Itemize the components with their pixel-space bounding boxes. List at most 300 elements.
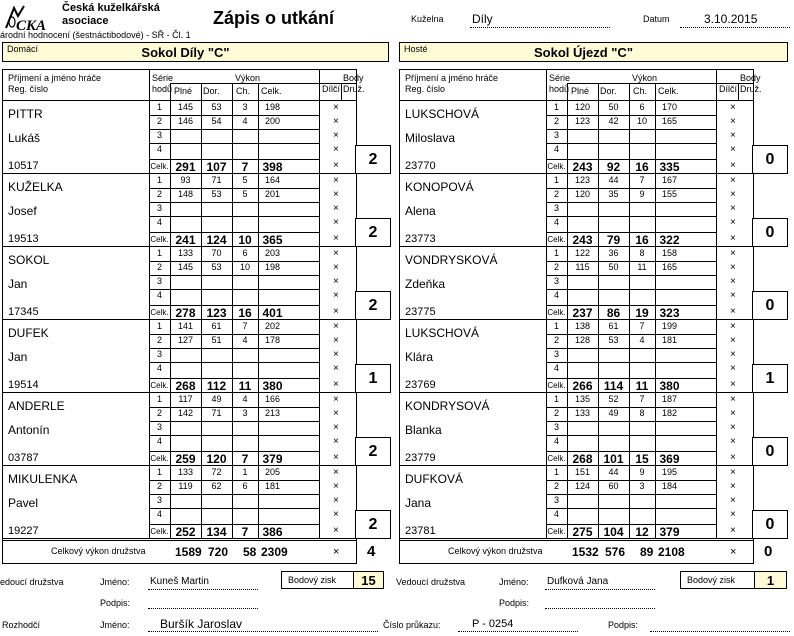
series-row <box>149 217 319 232</box>
guest-sum-label: Celkový výkon družstva <box>448 546 543 556</box>
series-cell: 4 <box>553 363 559 373</box>
series-row <box>149 408 319 422</box>
col-ch-label: Ch. <box>236 86 251 96</box>
series-row <box>149 394 319 408</box>
total-cell: 268 <box>572 452 593 466</box>
total-cell: 398 <box>262 160 283 174</box>
date-value: 3.10.2015 <box>704 12 758 26</box>
total-cell: 10 <box>238 233 252 247</box>
column-header <box>400 70 762 101</box>
date-label: Datum <box>643 14 670 24</box>
player-block <box>3 247 378 320</box>
guest-team-name: Sokol Újezd "C" <box>533 44 633 60</box>
player-firstname: Jana <box>405 496 432 510</box>
series-row <box>546 408 716 422</box>
series-cell: 199 <box>661 321 678 331</box>
series-cell: 122 <box>574 248 591 258</box>
total-cell: 323 <box>659 306 680 320</box>
series-cell: 2 <box>553 408 559 418</box>
dilci-mark: × <box>730 248 736 259</box>
col-series-label: Série <box>152 73 174 83</box>
series-cell: 93 <box>180 175 191 185</box>
series-row <box>149 481 319 495</box>
series-cell: 61 <box>608 321 619 331</box>
series-cell: 195 <box>661 467 678 477</box>
series-row <box>149 290 319 305</box>
total-cell: 243 <box>572 233 593 247</box>
player-reg-number: 19513 <box>8 233 39 245</box>
league-rule: árodní hodnocení (šestnáctibodové) - SŘ - Čl. 1 <box>0 30 191 40</box>
player-total-row <box>149 305 319 320</box>
dilci-mark: × <box>730 394 736 405</box>
player-firstname: Josef <box>8 204 37 218</box>
player-block <box>3 320 378 393</box>
player-block <box>3 393 378 466</box>
series-row <box>546 217 716 232</box>
dilci-mark: × <box>730 495 736 506</box>
dilci-mark: × <box>333 422 339 433</box>
col-reg-label: Reg. číslo <box>8 84 49 94</box>
player-total-row <box>149 451 319 466</box>
series-cell: 4 <box>553 144 559 154</box>
total-cell: 266 <box>572 379 593 393</box>
series-cell: 4 <box>553 217 559 227</box>
series-cell: 10 <box>636 116 647 126</box>
guest-sign-label: Podpis: <box>499 598 530 608</box>
player-firstname: Zdeňka <box>405 277 446 291</box>
player-reg-number: 23770 <box>405 160 436 172</box>
dilci-mark: × <box>730 217 736 228</box>
player-reg-number: 23773 <box>405 233 436 245</box>
series-row <box>546 509 716 524</box>
series-cell: 61 <box>211 321 222 331</box>
player-firstname: Alena <box>405 204 436 218</box>
total-cell: 16 <box>635 160 649 174</box>
home-points-label: Bodový zisk <box>288 575 337 585</box>
series-cell: 7 <box>639 321 645 331</box>
series-cell: 148 <box>177 189 194 199</box>
series-row <box>546 262 716 276</box>
col-reg-label: Reg. číslo <box>405 84 446 94</box>
series-cell: 3 <box>553 276 559 286</box>
total-cell: 11 <box>238 379 252 393</box>
series-cell: 1 <box>242 467 248 477</box>
referee-label: Rozhodčí <box>2 620 41 630</box>
guest-leader-name: Dufková Jana <box>547 576 609 587</box>
player-reg-number: 17345 <box>8 306 39 318</box>
series-cell: 4 <box>156 144 162 154</box>
series-cell: 62 <box>211 481 222 491</box>
player-firstname: Miloslava <box>405 131 456 145</box>
series-row <box>546 467 716 481</box>
dilci-mark: × <box>333 144 339 155</box>
series-cell: 3 <box>156 349 162 359</box>
dilci-mark: × <box>730 276 736 287</box>
series-cell: 4 <box>553 509 559 519</box>
player-block <box>3 174 378 247</box>
series-cell: 120 <box>574 189 591 199</box>
total-cell: 379 <box>262 452 283 466</box>
player-total-row <box>546 451 716 466</box>
series-cell: 60 <box>608 481 619 491</box>
player-firstname: Jan <box>8 277 28 291</box>
dilci-mark: × <box>730 436 736 447</box>
series-cell: 123 <box>574 116 591 126</box>
series-cell: 2 <box>156 481 162 491</box>
dilci-mark: × <box>333 394 339 405</box>
series-row <box>149 248 319 262</box>
series-cell: 9 <box>639 189 645 199</box>
player-team-points: 0 <box>752 437 788 466</box>
col-celk-label: Celk. <box>658 86 679 96</box>
total-cell: 268 <box>175 379 196 393</box>
org-name-line1: Česká kuželkářská <box>62 2 160 14</box>
series-cell: 117 <box>178 394 193 404</box>
dilci-mark: × <box>730 189 736 200</box>
col-druz-label: Druž. <box>343 84 365 94</box>
series-cell: 11 <box>637 262 647 272</box>
series-cell: 1 <box>553 394 559 404</box>
series-row <box>546 248 716 262</box>
col-dilci-label: Dílčí <box>719 84 737 94</box>
player-firstname: Blanka <box>405 423 442 437</box>
series-row <box>546 436 716 451</box>
series-cell: 181 <box>264 481 281 491</box>
total-dilci-mark: × <box>730 452 736 463</box>
series-cell: 3 <box>242 408 248 418</box>
series-cell: 133 <box>574 408 591 418</box>
series-row <box>546 130 716 144</box>
series-row <box>546 290 716 305</box>
total-dilci-mark: × <box>730 306 736 317</box>
total-cell: 124 <box>206 233 227 247</box>
col-ch-label: Ch. <box>633 86 648 96</box>
series-cell: 145 <box>177 102 194 112</box>
col-body-label: Body <box>740 73 761 83</box>
player-team-points: 2 <box>355 145 391 174</box>
venue-value: Díly <box>472 12 493 26</box>
col-body-label: Body <box>343 73 364 83</box>
series-row <box>149 363 319 378</box>
series-cell: 127 <box>177 335 194 345</box>
dilci-mark: × <box>333 175 339 186</box>
series-cell: 8 <box>639 248 645 258</box>
col-dilci-label: Dílčí <box>322 84 340 94</box>
dilci-mark: × <box>730 467 736 478</box>
total-cell: 12 <box>635 525 649 539</box>
player-firstname: Jan <box>8 350 28 364</box>
col-druz-label: Druž. <box>740 84 762 94</box>
series-row <box>546 175 716 189</box>
series-cell: 165 <box>661 262 678 272</box>
series-cell: 4 <box>156 290 162 300</box>
series-cell: 135 <box>574 394 591 404</box>
total-cell: 322 <box>659 233 680 247</box>
player-surname: VONDRYSKOVÁ <box>405 253 498 267</box>
series-cell: 133 <box>177 248 194 258</box>
total-cell: 15 <box>635 452 649 466</box>
dilci-mark: × <box>333 189 339 200</box>
player-reg-number: 23769 <box>405 379 436 391</box>
total-dilci-mark: × <box>730 525 736 536</box>
series-cell: 158 <box>661 248 678 258</box>
series-cell: 7 <box>242 321 248 331</box>
series-cell: 166 <box>264 394 281 404</box>
series-cell: 4 <box>156 363 162 373</box>
guest-team-bar <box>399 42 788 62</box>
home-sum-ch: 58 <box>243 545 257 559</box>
referee-name-label: Jméno: <box>100 620 130 630</box>
series-cell: 1 <box>156 321 162 331</box>
total-cell: 92 <box>606 160 621 174</box>
series-cell: 3 <box>156 130 162 140</box>
total-cell: 123 <box>206 306 227 320</box>
player-team-points: 1 <box>355 364 391 393</box>
series-cell: 50 <box>608 102 619 112</box>
series-cell: 205 <box>264 467 281 477</box>
series-cell: 1 <box>553 248 559 258</box>
total-cell: 259 <box>175 452 196 466</box>
dilci-mark: × <box>333 116 339 127</box>
guest-label: Hosté <box>404 44 428 54</box>
dilci-mark: × <box>730 481 736 492</box>
series-cell: 1 <box>553 102 559 112</box>
logo-icon <box>2 2 60 32</box>
series-cell: 1 <box>553 321 559 331</box>
player-block <box>400 174 775 247</box>
home-team-bar <box>2 42 389 62</box>
player-firstname: Pavel <box>8 496 39 510</box>
series-cell: 200 <box>264 116 281 126</box>
player-total-row <box>149 159 319 174</box>
player-surname: MIKULENKA <box>8 472 78 486</box>
dilci-mark: × <box>333 130 339 141</box>
player-surname: KUŽELKA <box>8 180 63 194</box>
series-cell: 133 <box>177 467 194 477</box>
home-sum-dor: 720 <box>208 545 229 559</box>
total-cell: 243 <box>572 160 593 174</box>
total-cell: 7 <box>241 452 249 466</box>
home-points-box <box>281 571 384 589</box>
dilci-mark: × <box>333 321 339 332</box>
dilci-mark: × <box>730 408 736 419</box>
total-cell: 386 <box>262 525 283 539</box>
series-cell: 187 <box>661 394 678 404</box>
series-cell: 4 <box>156 217 162 227</box>
series-cell: 54 <box>211 116 222 126</box>
series-cell: 1 <box>156 248 162 258</box>
card-label: Číslo průkazu: <box>383 620 441 630</box>
home-sum-row <box>2 541 376 564</box>
player-block <box>400 247 775 320</box>
series-cell: 164 <box>264 175 281 185</box>
series-cell: 184 <box>661 481 678 491</box>
player-total-row <box>546 305 716 320</box>
card-number: P - 0254 <box>472 618 514 630</box>
player-team-points: 2 <box>355 218 391 247</box>
series-cell: 8 <box>639 408 645 418</box>
player-team-points: 2 <box>355 437 391 466</box>
player-firstname: Antonín <box>8 423 50 437</box>
home-sum-label: Celkový výkon družstva <box>51 546 146 556</box>
series-cell: 3 <box>639 481 645 491</box>
total-cell: 112 <box>206 379 227 393</box>
series-cell: 142 <box>177 408 194 418</box>
series-row <box>149 102 319 116</box>
dilci-mark: × <box>730 290 736 301</box>
series-row <box>546 189 716 203</box>
series-cell: 119 <box>178 481 193 491</box>
series-row <box>546 144 716 159</box>
series-cell: 6 <box>639 102 645 112</box>
col-dor-label: Dor. <box>203 86 220 96</box>
player-team-points: 0 <box>752 510 788 539</box>
series-cell: 178 <box>264 335 281 345</box>
total-label: Celk. <box>150 308 169 317</box>
series-row <box>149 203 319 217</box>
total-cell: 16 <box>635 233 649 247</box>
total-cell: 107 <box>206 160 227 174</box>
player-team-points: 0 <box>752 145 788 174</box>
total-dilci-mark: × <box>333 525 339 536</box>
col-series-label: Série <box>549 73 571 83</box>
col-plne-label: Plné <box>174 86 193 96</box>
guest-points-label: Bodový zisk <box>687 575 736 585</box>
total-cell: 380 <box>659 379 680 393</box>
series-cell: 6 <box>242 481 248 491</box>
guest-sum-celk: 2108 <box>658 545 685 559</box>
series-cell: 202 <box>264 321 281 331</box>
dilci-mark: × <box>730 335 736 346</box>
total-cell: 101 <box>603 452 624 466</box>
guest-points-value: 1 <box>754 572 786 588</box>
series-cell: 165 <box>661 116 678 126</box>
series-cell: 124 <box>574 481 591 491</box>
series-cell: 36 <box>608 248 619 258</box>
series-cell: 2 <box>156 116 162 126</box>
series-row <box>546 363 716 378</box>
series-row <box>546 495 716 509</box>
guest-sum-ch: 89 <box>640 545 654 559</box>
total-cell: 7 <box>241 160 249 174</box>
series-cell: 4 <box>156 436 162 446</box>
dilci-mark: × <box>333 276 339 287</box>
series-cell: 53 <box>211 262 222 272</box>
referee-name: Buršík Jaroslav <box>160 617 243 631</box>
total-dilci-mark: × <box>333 379 339 390</box>
home-leader-name: Kuneš Martin <box>150 576 209 587</box>
total-cell: 335 <box>659 160 680 174</box>
total-cell: 291 <box>175 160 196 174</box>
series-cell: 50 <box>608 262 619 272</box>
series-row <box>149 436 319 451</box>
dilci-mark: × <box>730 203 736 214</box>
player-surname: SOKOL <box>8 253 50 267</box>
dilci-mark: × <box>730 262 736 273</box>
series-cell: 2 <box>553 116 559 126</box>
total-cell: 11 <box>635 379 649 393</box>
player-total-row <box>546 159 716 174</box>
total-cell: 379 <box>659 525 680 539</box>
player-firstname: Klára <box>405 350 434 364</box>
series-cell: 123 <box>574 175 591 185</box>
dilci-mark: × <box>730 102 736 113</box>
series-cell: 3 <box>553 349 559 359</box>
total-dilci-mark: × <box>333 233 339 244</box>
series-cell: 3 <box>242 102 248 112</box>
col-series-label2: hodů <box>152 84 173 94</box>
series-cell: 181 <box>661 335 678 345</box>
total-cell: 241 <box>175 233 196 247</box>
series-cell: 49 <box>608 408 619 418</box>
series-cell: 1 <box>156 102 162 112</box>
series-row <box>149 495 319 509</box>
series-cell: 10 <box>239 262 250 272</box>
series-cell: 1 <box>553 467 559 477</box>
total-label: Celk. <box>547 162 566 171</box>
series-cell: 138 <box>574 321 591 331</box>
series-cell: 3 <box>553 203 559 213</box>
player-surname: PITTR <box>8 107 43 121</box>
total-label: Celk. <box>150 454 169 463</box>
series-row <box>149 321 319 335</box>
series-cell: 151 <box>574 467 591 477</box>
series-cell: 2 <box>553 189 559 199</box>
series-row <box>149 189 319 203</box>
total-label: Celk. <box>547 235 566 244</box>
total-cell: 79 <box>606 233 621 247</box>
total-cell: 16 <box>238 306 252 320</box>
series-cell: 5 <box>242 175 248 185</box>
player-block <box>400 101 775 174</box>
series-cell: 2 <box>553 481 559 491</box>
player-surname: ANDERLE <box>8 399 65 413</box>
player-reg-number: 23775 <box>405 306 436 318</box>
series-row <box>546 349 716 363</box>
total-label: Celk. <box>150 235 169 244</box>
series-cell: 52 <box>608 394 619 404</box>
player-team-points: 2 <box>355 510 391 539</box>
player-team-points: 1 <box>752 364 788 393</box>
series-cell: 213 <box>264 408 281 418</box>
series-cell: 3 <box>156 422 162 432</box>
series-cell: 4 <box>639 335 645 345</box>
dilci-mark: × <box>333 217 339 228</box>
player-team-points: 2 <box>355 291 391 320</box>
player-block <box>400 466 775 539</box>
home-sum-points: 4 <box>367 543 376 560</box>
player-block <box>400 320 775 393</box>
dilci-mark: × <box>333 467 339 478</box>
series-cell: 4 <box>242 394 248 404</box>
total-cell: 114 <box>603 379 624 393</box>
series-row <box>149 144 319 159</box>
dilci-mark: × <box>333 495 339 506</box>
player-block <box>3 466 378 539</box>
series-cell: 2 <box>156 262 162 272</box>
series-cell: 51 <box>211 335 222 345</box>
total-cell: 275 <box>572 525 593 539</box>
dilci-mark: × <box>333 203 339 214</box>
series-cell: 203 <box>264 248 281 258</box>
series-cell: 1 <box>156 394 162 404</box>
series-cell: 7 <box>639 394 645 404</box>
logo <box>2 2 60 32</box>
series-cell: 49 <box>211 394 222 404</box>
guest-sum-dor: 576 <box>605 545 626 559</box>
series-row <box>149 130 319 144</box>
series-cell: 2 <box>156 189 162 199</box>
